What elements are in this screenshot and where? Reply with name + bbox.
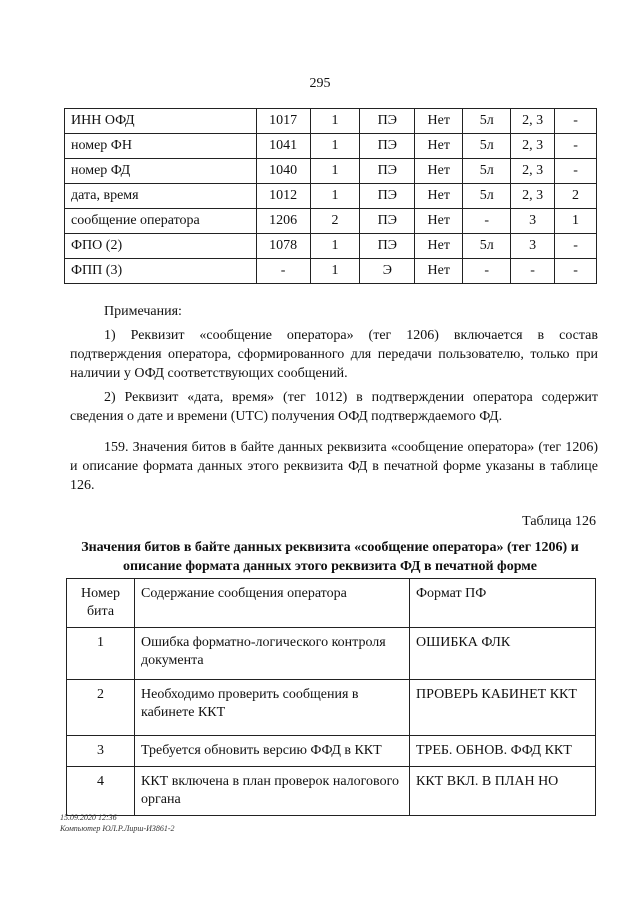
table-row xyxy=(65,109,597,134)
table-cell: - xyxy=(555,234,597,259)
table-cell: 2 xyxy=(555,184,597,209)
table-cell: - xyxy=(555,109,597,134)
table-cell: 1 xyxy=(310,109,360,134)
table-cell: ПЭ xyxy=(360,134,415,159)
table-cell: ПРОВЕРЬ КАБИНЕТ ККТ xyxy=(410,680,596,736)
table-cell: Ошибка форматно-логического контроля документа xyxy=(135,628,410,680)
table-cell: ПЭ xyxy=(360,184,415,209)
paragraph-159-text: 159. Значения битов в байте данных реквизита «сообщение оператора» (тег 1206) и описание формата данных этого реквизита ФД в печатной форме указаны в таблице 126. xyxy=(70,440,598,493)
table-row xyxy=(65,184,597,209)
table-cell: 1206 xyxy=(256,209,310,234)
table-cell: 2 xyxy=(67,680,135,736)
table-cell: 1 xyxy=(555,209,597,234)
footer-source: Компьютер ЮЛ.Р.Лирш-ИЗ861-2 xyxy=(60,824,175,833)
table-cell: Необходимо проверить сообщения в кабинете ККТ xyxy=(135,680,410,736)
footer-stamp xyxy=(60,812,175,834)
table-cell: ОШИБКА ФЛК xyxy=(410,628,596,680)
table-cell: номер ФД xyxy=(65,159,257,184)
table-cell: Нет xyxy=(415,184,463,209)
table-cell: 1 xyxy=(310,159,360,184)
table-cell: 1 xyxy=(310,184,360,209)
table-cell: 5л xyxy=(463,234,511,259)
table-cell: ПЭ xyxy=(360,109,415,134)
table-cell: ФПО (2) xyxy=(65,234,257,259)
table-row xyxy=(67,767,596,816)
note-2: 2) Реквизит «дата, время» (тег 1012) в подтверждении оператора содержит сведения о дате и времени (UTC) получения ОФД подтверждаемого ФД. xyxy=(70,390,598,424)
table-row xyxy=(65,259,597,284)
table-cell: 5л xyxy=(463,159,511,184)
table-cell: ФПП (3) xyxy=(65,259,257,284)
page-number: 295 xyxy=(309,76,331,91)
table-cell: - xyxy=(555,134,597,159)
table-cell: 2, 3 xyxy=(511,184,555,209)
header-bit-number: Номер бита xyxy=(67,579,135,628)
table-row xyxy=(67,680,596,736)
table-cell: ПЭ xyxy=(360,234,415,259)
table-cell: 3 xyxy=(67,736,135,767)
table-cell: 1 xyxy=(310,134,360,159)
table-cell: 2, 3 xyxy=(511,109,555,134)
table-cell: - xyxy=(555,259,597,284)
table-row xyxy=(65,234,597,259)
table-cell: ИНН ОФД xyxy=(65,109,257,134)
paragraph-159 xyxy=(70,438,598,495)
table-cell: 3 xyxy=(511,209,555,234)
table-header-row xyxy=(67,579,596,628)
table-cell: ККТ ВКЛ. В ПЛАН НО xyxy=(410,767,596,816)
table-cell: - xyxy=(463,209,511,234)
table-cell: - xyxy=(555,159,597,184)
table-cell: ТРЕБ. ОБНОВ. ФФД ККТ xyxy=(410,736,596,767)
notes-heading: Примечания: xyxy=(104,304,182,319)
table-cell: Нет xyxy=(415,159,463,184)
operator-message-table xyxy=(66,578,596,816)
table-cell: 5л xyxy=(463,109,511,134)
table-cell: 1041 xyxy=(256,134,310,159)
header-print-format: Формат ПФ xyxy=(410,579,596,628)
table-cell: ККТ включена в план проверок налогового органа xyxy=(135,767,410,816)
table-cell: 2 xyxy=(310,209,360,234)
table-cell: номер ФН xyxy=(65,134,257,159)
table-cell: Требуется обновить версию ФФД в ККТ xyxy=(135,736,410,767)
requisites-table xyxy=(64,108,597,284)
table-cell: 1078 xyxy=(256,234,310,259)
table-cell: 5л xyxy=(463,134,511,159)
table-row xyxy=(67,628,596,680)
table-cell: Нет xyxy=(415,109,463,134)
table-cell: Нет xyxy=(415,234,463,259)
table-cell: 2, 3 xyxy=(511,134,555,159)
table-cell: 3 xyxy=(511,234,555,259)
table-cell: 1017 xyxy=(256,109,310,134)
table-cell: Нет xyxy=(415,209,463,234)
table-cell: 1 xyxy=(67,628,135,680)
table-cell: Э xyxy=(360,259,415,284)
header-message-content: Содержание сообщения оператора xyxy=(135,579,410,628)
table-row xyxy=(65,159,597,184)
table-cell: 1 xyxy=(310,234,360,259)
note-1: 1) Реквизит «сообщение оператора» (тег 1206) включается в состав подтверждения оператора, сформированного для передачи пользователю, только при наличии у ОФД соответствующих сообщений. xyxy=(70,328,598,381)
table-cell: ПЭ xyxy=(360,209,415,234)
table-cell: Нет xyxy=(415,259,463,284)
table-cell: - xyxy=(256,259,310,284)
table-cell: 4 xyxy=(67,767,135,816)
table-title: Значения битов в байте данных реквизита «сообщение оператора» (тег 1206) и описание формата данных этого реквизита ФД в печатной форме xyxy=(81,540,579,574)
table-cell: сообщение оператора xyxy=(65,209,257,234)
table-cell: ПЭ xyxy=(360,159,415,184)
table-row xyxy=(65,134,597,159)
footer-timestamp: 15.09.2020 12:36 xyxy=(60,813,117,822)
table-cell: 1012 xyxy=(256,184,310,209)
table-cell: Нет xyxy=(415,134,463,159)
table-cell: - xyxy=(463,259,511,284)
table-row xyxy=(65,209,597,234)
table-cell: 5л xyxy=(463,184,511,209)
table-cell: 1 xyxy=(310,259,360,284)
table-cell: 2, 3 xyxy=(511,159,555,184)
table-cell: - xyxy=(511,259,555,284)
table-cell: 1040 xyxy=(256,159,310,184)
table-cell: дата, время xyxy=(65,184,257,209)
table-caption: Таблица 126 xyxy=(522,514,596,529)
table-row xyxy=(67,736,596,767)
notes-block xyxy=(70,302,598,426)
